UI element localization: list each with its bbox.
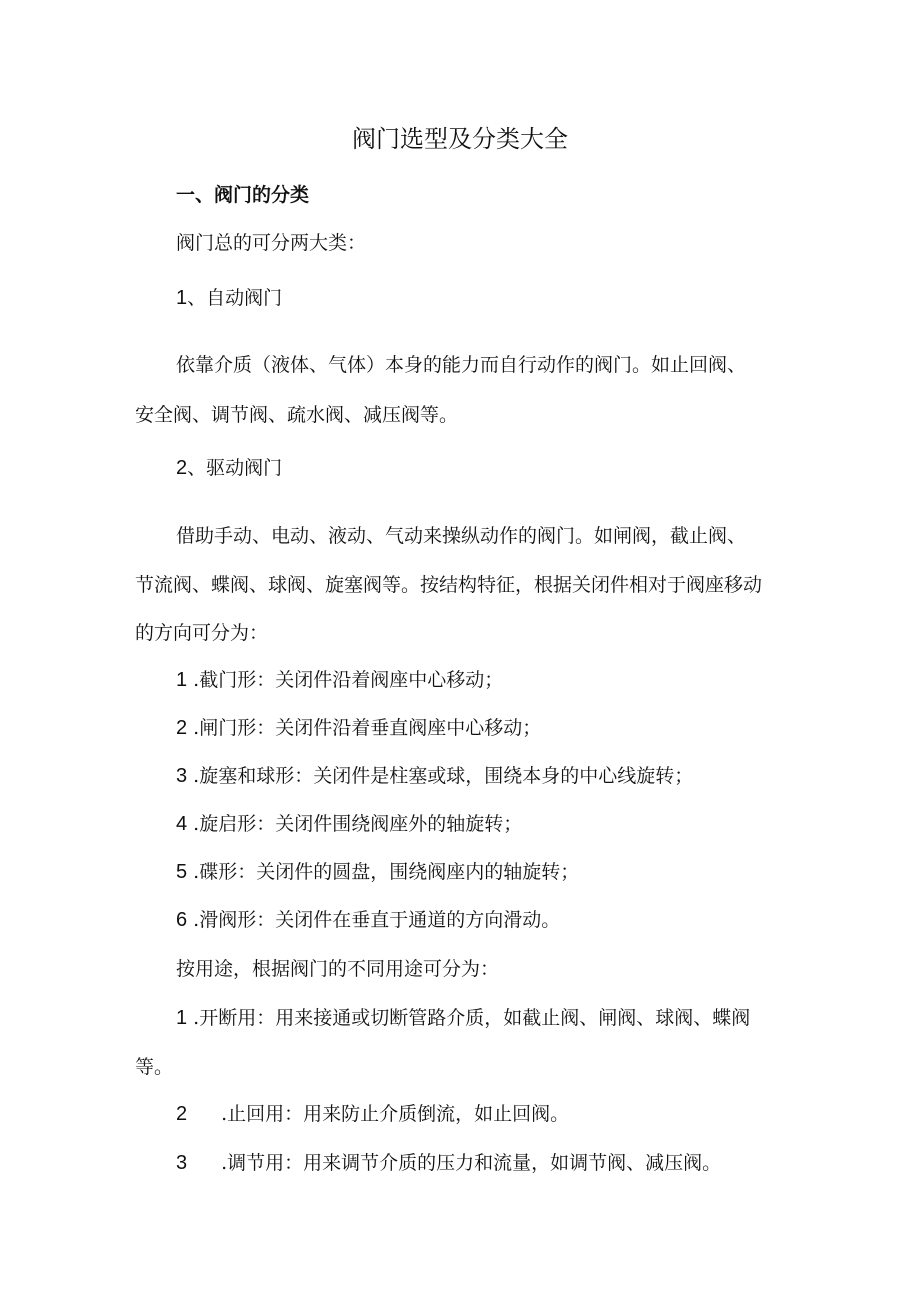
list-item [176,668,503,692]
paragraph-line: 借助手动、电动、液动、气动来操纵动作的阀门。如闸阀，截止阀、 [176,525,747,547]
usage-intro: 按用途，根据阀门的不同用途可分为： [176,958,500,980]
list-text: .旋启形：关闭件围绕阀座外的轴旋转； [193,813,523,835]
paragraph-line: 依靠介质（液体、气体）本身的能力而自行动作的阀门。如止回阀、 [176,354,747,376]
list-item [176,860,579,884]
list-number: 6 [176,909,188,931]
list-text: .开断用：用来接通或切断管路介质，如截止阀、闸阀、球阀、蝶阀 [193,1007,751,1029]
list-text: .滑阀形：关闭件在垂直于通道的方向滑动。 [193,909,561,931]
paragraph-line: 节流阀、蝶阀、球阀、旋塞阀等。按结构特征，根据关闭件相对于阀座移动 [135,574,763,596]
list-item [176,1151,721,1175]
list-text: .碟形：关闭件的圆盘，围绕阀座内的轴旋转； [193,861,580,883]
list-item [176,812,522,836]
list-label: 、驱动阀门 [187,457,283,479]
list-text: .闸门形：关闭件沿着垂直阀座中心移动； [193,717,542,739]
list-text: .截门形：关闭件沿着阀座中心移动； [193,669,504,691]
paragraph-line: 安全阀、调节阀、疏水阀、减压阀等。 [135,404,459,426]
list-number: 1 [176,669,188,691]
paragraph-line: 的方向可分为： [135,622,269,644]
section-heading: 一、阀门的分类 [176,184,310,206]
list-number: 3 [176,1152,188,1174]
list-text: .调节用：用来调节介质的压力和流量，如调节阀、减压阀。 [221,1152,722,1174]
list-label: 、自动阀门 [187,287,283,309]
list-number: 5 [176,861,188,883]
page-title: 阀门选型及分类大全 [352,125,568,153]
list-text: .止回用：用来防止介质倒流，如止回阀。 [221,1103,570,1125]
intro-paragraph: 阀门总的可分两大类： [176,232,367,254]
list-number: 3 [176,765,188,787]
list-item [176,1102,569,1126]
list-number: 2 [176,1103,188,1125]
list-number: 4 [176,813,188,835]
list-number: 2 [176,457,188,479]
list-item [176,908,560,932]
list-item [176,1006,750,1030]
list-item-continuation: 等。 [135,1056,174,1078]
list-item [176,716,541,740]
list-number: 1 [176,287,188,309]
auto-valve-heading [176,286,282,310]
list-text: .旋塞和球形：关闭件是柱塞或球，围绕本身的中心线旋转； [193,765,694,787]
list-number: 2 [176,717,188,739]
drive-valve-heading [176,456,282,480]
list-item [176,764,693,788]
list-number: 1 [176,1007,188,1029]
